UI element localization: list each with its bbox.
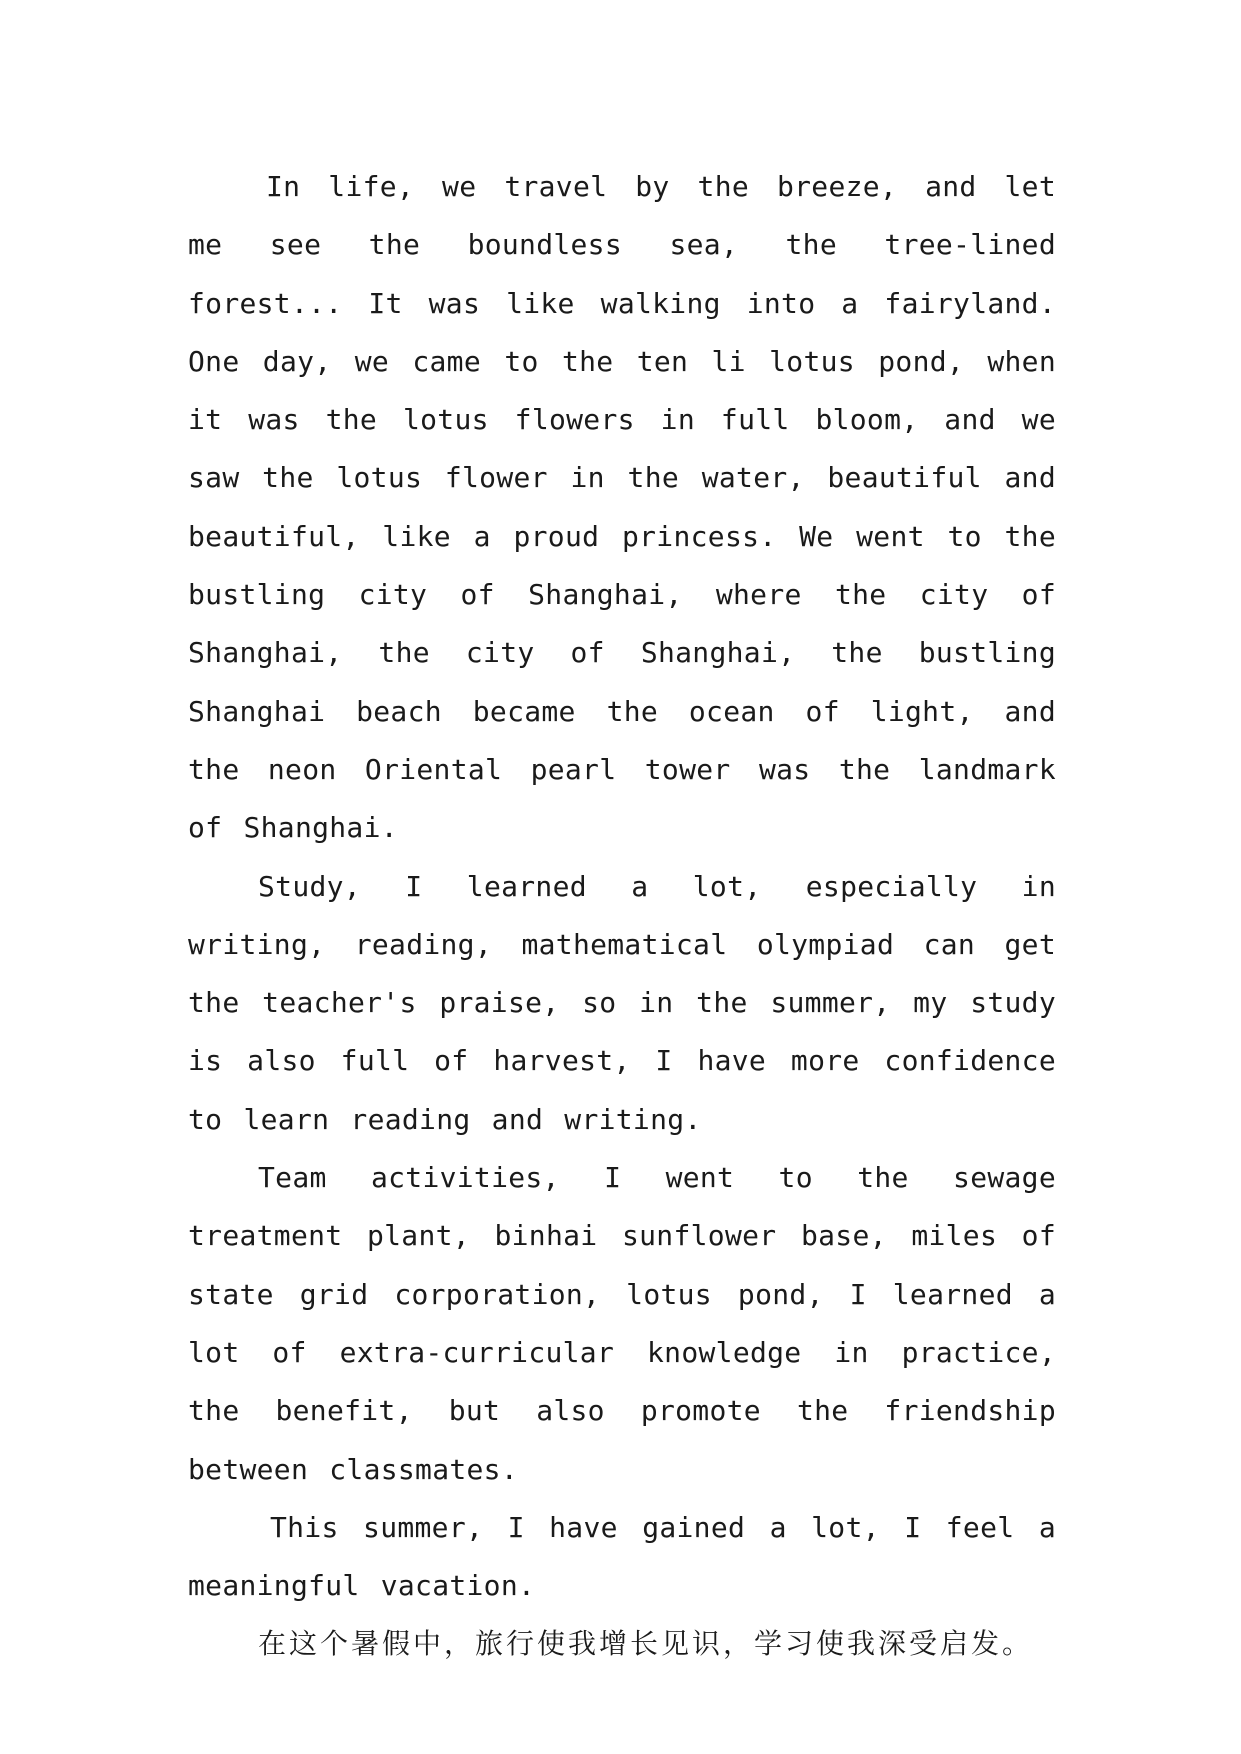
document-body — [188, 158, 1056, 1674]
paragraph-team-activities: Team activities, I went to the sewage treatment plant, binhai sunflower base, miles of state grid corporation, lotus pond, I learned a lot of extra-curricular knowledge in practice, the benefit, but also promote the friendship between classmates. — [188, 1161, 1056, 1486]
paragraph-summary: This summer, I have gained a lot, I feel a meaningful vacation. — [188, 1510, 1056, 1603]
paragraph-travel: In life, we travel by the breeze, and let me see the boundless sea, the tree-lined forest... It was like walking into a fairyland. One day, we came to the ten li lotus pond, when it was the lotus flowers in full bloom, and we saw the lotus flower in the water, beautiful and beautiful, like a proud princess. We went to the bustling city of Shanghai, where the city of Shanghai, the city of Shanghai, the bustling Shanghai beach became the ocean of light, and the neon Oriental pearl tower was the landmark of Shanghai. — [188, 170, 1056, 845]
paragraph-chinese-conclusion: 在这个暑假中，旅行使我增长见识，学习使我深受启发。 — [258, 1627, 1034, 1661]
paragraph-study: Study, I learned a lot, especially in writing, reading, mathematical olympiad can get the teacher's praise, so in the summer, my study is also full of harvest, I have more confidence to learn reading and writing. — [188, 869, 1056, 1136]
